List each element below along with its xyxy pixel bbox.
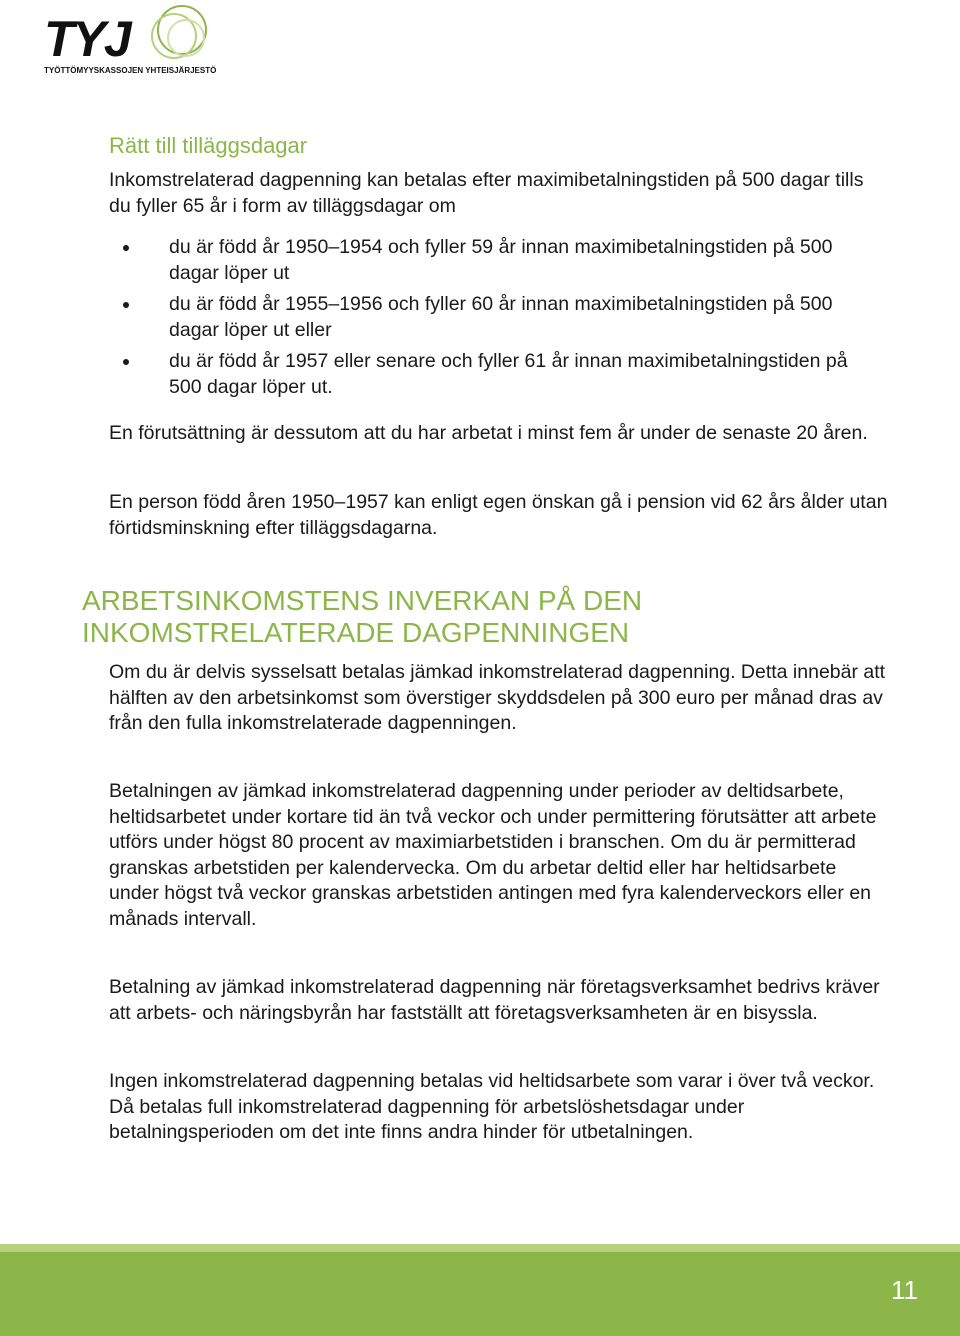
body-paragraph: Betalningen av jämkad inkomstrelaterad dagpenning under perioder av deltidsarbete, heltidsarbetet under kortare tid än två veckor och under permittering förutsätter att arbete utförs under högst 80 procent av maximiarbetstiden i branschen. Om du är permitterad granskas arbetstiden per kalendervecka. Om du arbetar deltid eller har heltidsarbete under högst två veckor granskas arbetstiden antingen med fyra kalenderveckors eller en månads intervall.: [109, 780, 877, 930]
body-paragraph: Betalning av jämkad inkomstrelaterad dagpenning när företagsverksamhet bedrivs kräver att arbets- och näringsbyrån har fastställt att företagsverksamheten är en bisyssla.: [109, 976, 880, 1024]
list-item: [109, 235, 869, 286]
bullet-icon: [123, 302, 129, 308]
bullet-icon: [123, 359, 129, 365]
body-paragraph: Ingen inkomstrelaterad dagpenning betalas vid heltidsarbete som varar i över två veckor. Då betalas full inkomstrelaterad dagpenning för arbetslöshetsdagar under betalningsperioden om det inte finns andra hinder för utbetalningen.: [109, 1070, 875, 1143]
footer-band: [0, 1244, 960, 1336]
logo-circles-icon: [144, 2, 210, 68]
list-item: [109, 292, 869, 343]
page-number: 11: [891, 1275, 918, 1305]
logo-letters: TYJ: [44, 11, 130, 67]
conditions-list: [109, 235, 869, 406]
logo-tagline: TYÖTTÖMYYSKASSOJEN YHTEISJÄRJESTÖ: [44, 66, 217, 75]
list-item: [109, 349, 869, 400]
section-subheading: Rätt till tilläggsdagar: [109, 133, 308, 158]
body-paragraph: Om du är delvis sysselsatt betalas jämkad inkomstrelaterad dagpenning. Detta innebär att hälften av den arbetsinkomst som överstiger skyddsdelen på 300 euro per månad dras av från den fulla inkomstrelaterade dagpenningen.: [109, 661, 886, 734]
section-heading: ARBETSINKOMSTENS INVERKAN PÅ DEN INKOMSTRELATERADE DAGPENNINGEN: [82, 585, 643, 648]
list-item-text: du är född år 1957 eller senare och fyller 61 år innan maximibetalningstiden på 500 dagar löper ut.: [169, 350, 848, 398]
intro-paragraph: Inkomstrelaterad dagpenning kan betalas efter maximibetalningstiden på 500 dagar tills du fyller 65 år i form av tilläggsdagar om: [109, 169, 864, 217]
list-item-text: du är född år 1955–1956 och fyller 60 år innan maximibetalningstiden på 500 dagar löper ut eller: [169, 293, 833, 341]
pension-paragraph: En person född åren 1950–1957 kan enligt egen önskan gå i pension vid 62 års ålder utan förtidsminskning efter tilläggsdagarna.: [109, 491, 888, 539]
tyj-logo: [44, 0, 244, 80]
list-item-text: du är född år 1950–1954 och fyller 59 år innan maximibetalningstiden på 500 dagar löper ut: [169, 236, 833, 284]
condition-paragraph: En förutsättning är dessutom att du har arbetat i minst fem år under de senaste 20 åren.: [109, 422, 868, 444]
footer-accent-stripe: [0, 1244, 960, 1252]
bullet-icon: [123, 245, 129, 251]
